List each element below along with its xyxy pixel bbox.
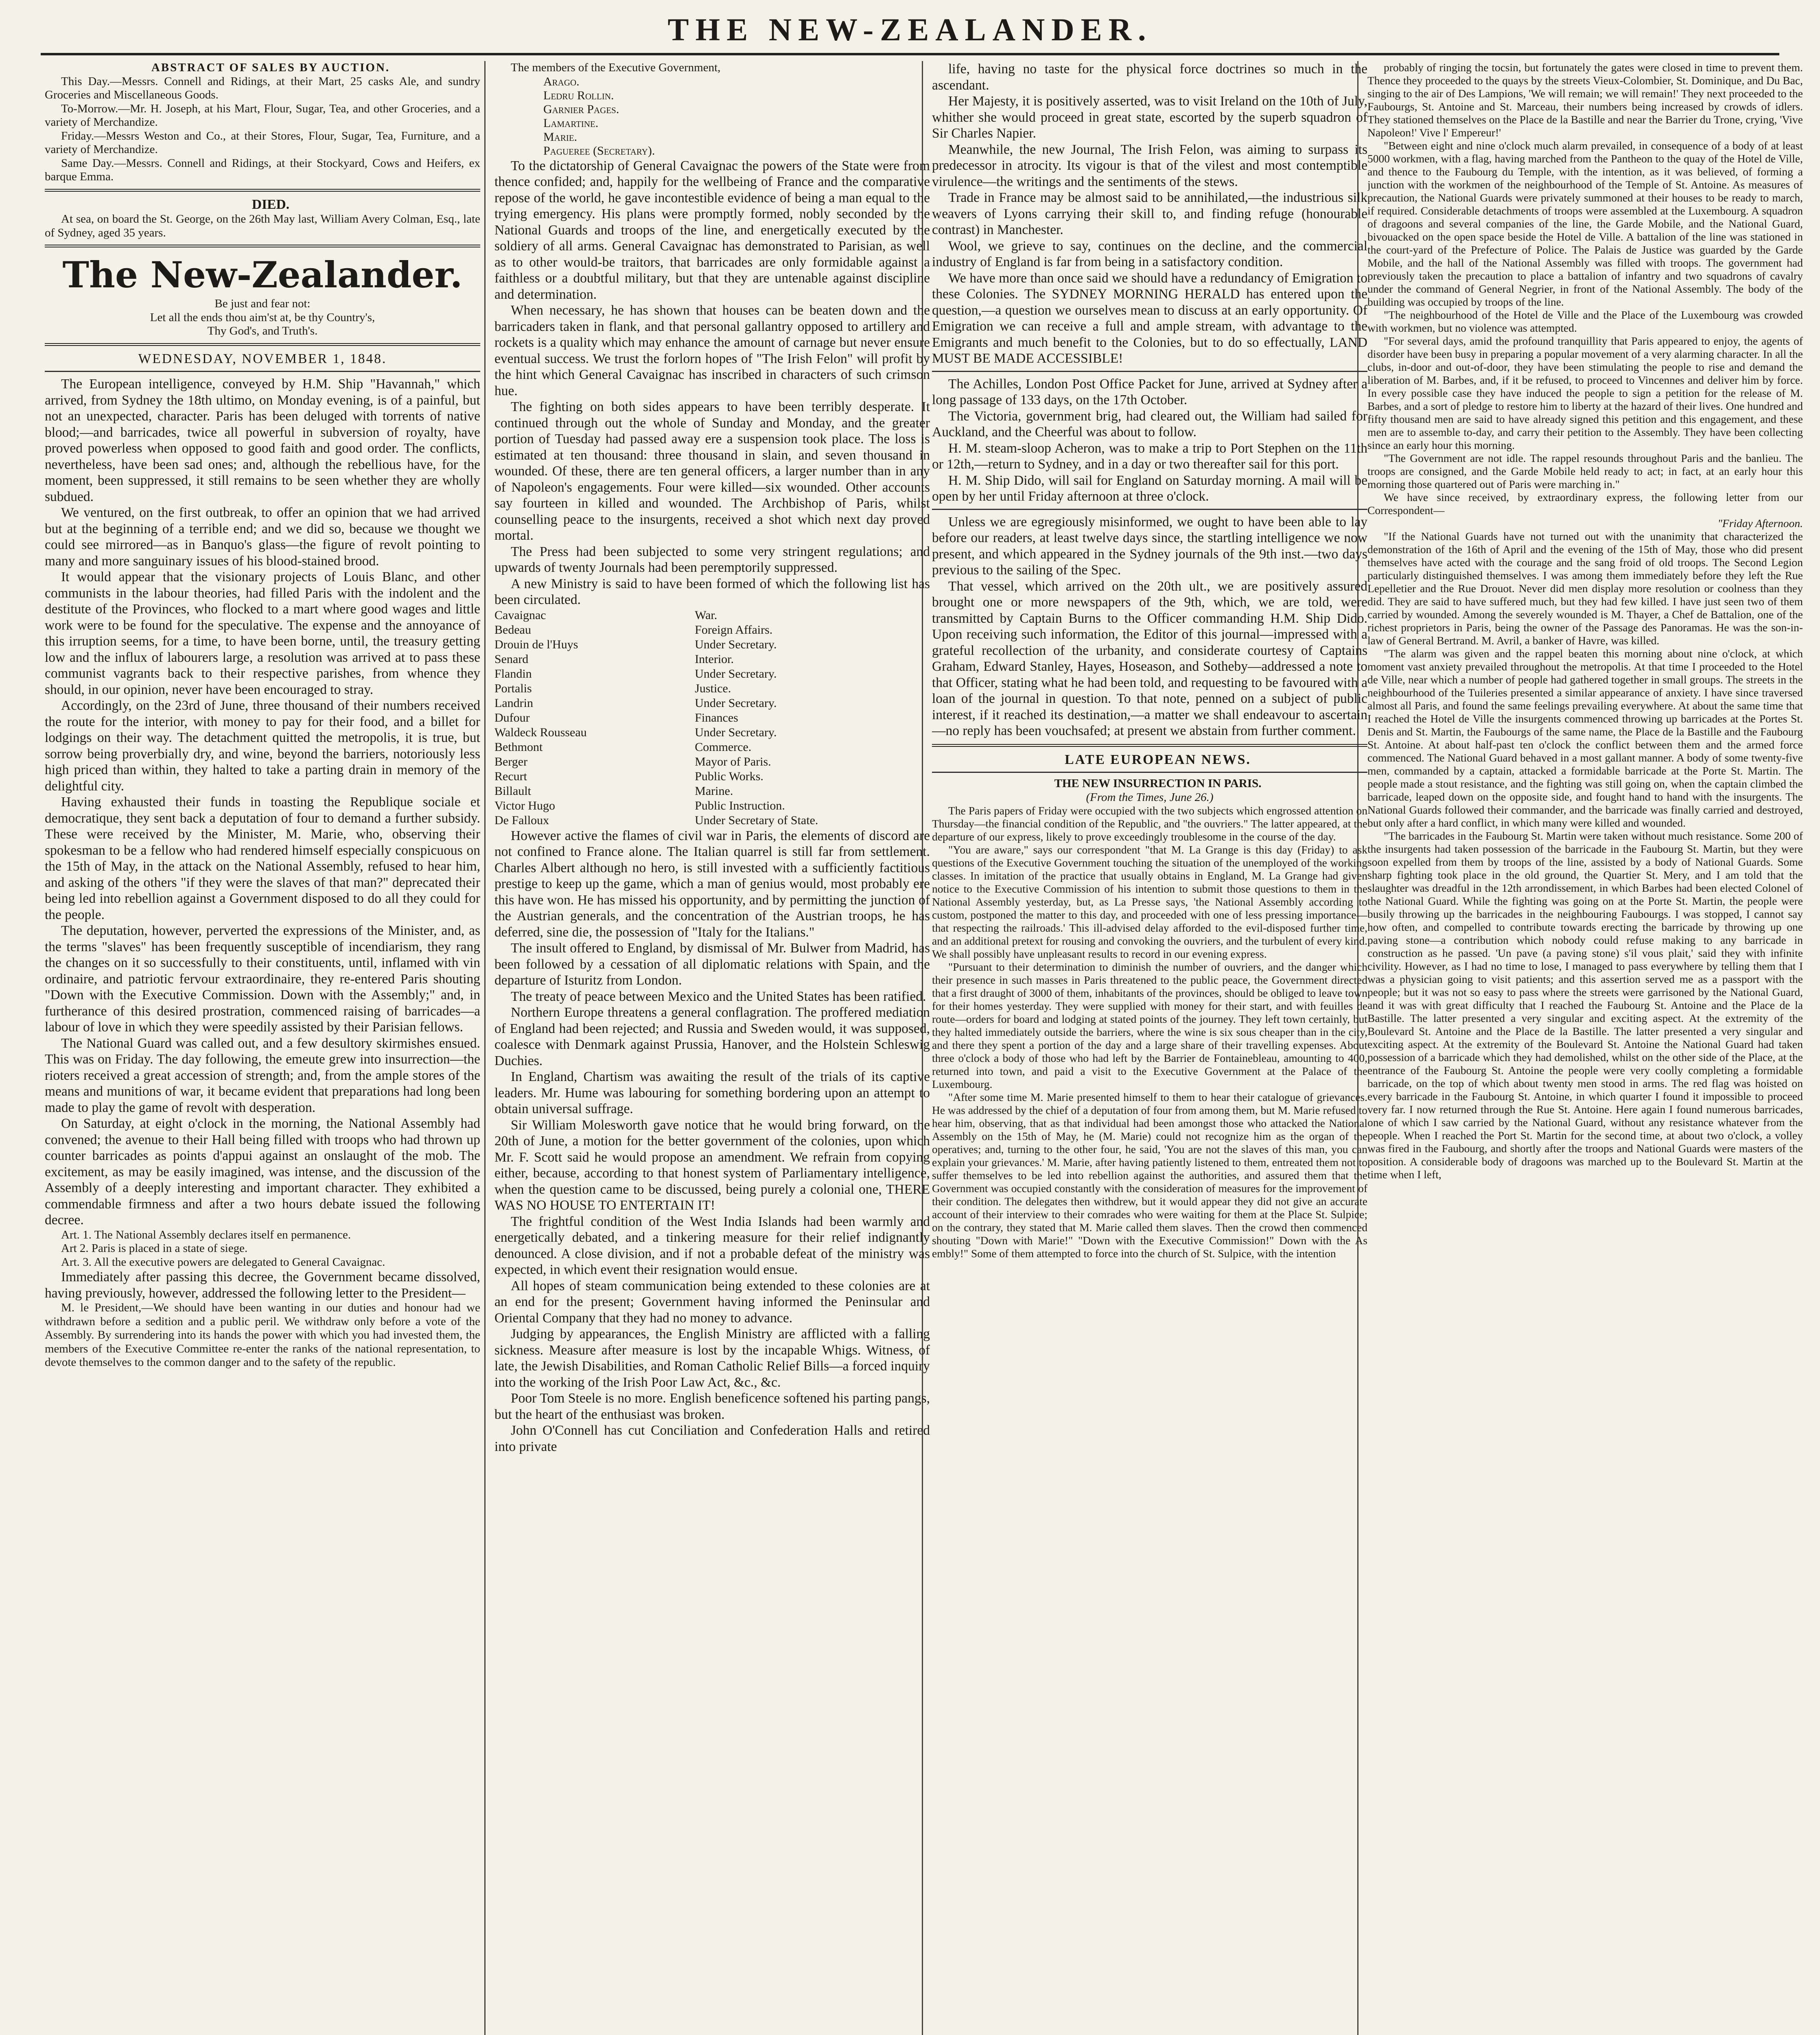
sales-list (45, 75, 480, 184)
minister-office: Under Secretary. (695, 667, 777, 681)
sale-item: This Day.—Messrs. Connell and Ridings, at their Mart, 25 casks Ale, and sundry Groceries and Miscellaneous Goods. (45, 74, 480, 101)
minister-office: Public Works. (695, 769, 763, 783)
column-1 (45, 61, 480, 2035)
news-paragraph: "The barricades in the Faubourg St. Martin were taken without much resistance. Some 200 of the insurgents had taken possession of the barricade in the Faubourg St. Martin, but they were soon expelled from them by troops of the line, assisted by a body of National Guards. Some sharp fighting took place in the old ground, the Quartier St. Mery, and I am told that the slaughter was dreadful in the 12th arrondissement, in which Barbes had been elected Colonel of the National Guard. While the fighting was going on at the Porte St. Martin, the people were busily throwing up the barricades in the neighbouring Faubourgs. I was stopped, I cannot say how often, and compelled to contribute towards erecting the barricade by throwing up one paving stone—a contribution which nobody could refuse making to any barricade in construction as he passed. 'Un pave (a paving stone) s'il vous plait,' said they with infinite civility. However, as I had no time to lose, I managed to pass everywhere by telling them that I was a physician going to visit patients; and this assertion served me as a passport with the people; but it was not so easy to pass where the streets were garrisoned by the National Guard, and it was with great difficulty that I reached the Faubourg St. Antoine and the Place de la Bastille. The latter presented a very singular and exciting aspect. At the extremity of the Boulevard St. Antoine and the Place de la Bastille. The latter presented a very singular and exciting aspect. At the extremity of the Boulevard St. Antoine the National Guard had taken possession of a barricade which they had demolished, whilst on the other side of the Place, at the entrance of the Faubourg St. Antoine the people were very coolly completing a formidable barricade, on the top of which about twenty men stood in arms. The red flag was hoisted on every barricade in the Faubourg St. Antoine, in which quarter I found it impossible to proceed very far. I now returned through the Rue St. Antoine. Here again I found numerous barricades, one of which I saw carried by the National Guard, without any resistance whatever from the people. When I reached the Port St. Martin for the second time, at about two o'clock, a volley was fired in the Faubourg, and shortly after the troops and National Guards were masters of the position. A considerable body of dragoons was marched up to the Boulevard St. Martin at the time when I left, (1367, 829, 1803, 1181)
ministry-row (494, 681, 930, 696)
article-paragraph: Trade in France may be almost said to be annihilated,—the industrious silk weavers of Lyons carrying their skill to, and finding refuge (honourable contrast) in Manchester. (932, 190, 1367, 237)
signer: Lamartine. (543, 116, 599, 130)
ministry-row (494, 725, 930, 740)
news-paragraph: "You are aware," says our correspondent "that M. La Grange is this day (Friday) to ask questions of the Executive Government touching the situation of the unemployed of the working classes. In imitation of the practice that usually obtains in England, M. La Grange had given notice to the Executive Commission of his intention to submit those questions to them in the National Assembly yesterday, but, as La Presse says, 'the National Assembly according to custom, postponed the matter to this day, and proceeded with one of less pressing importance—that respecting the railroads.' This ill-advised delay afforded to the evil-disposed further time, and an additional pretext for rousing and convoking the ouvriers, and the turbulent of every kind. We shall possibly have unpleasant results to record in our evening express. (932, 843, 1367, 960)
shipping-paragraph: H. M. steam-sloop Acheron, was to make a trip to Port Stephen on the 11th or 12th,—return to Sydney, and in a day or two thereafter sail for this port. (932, 440, 1367, 472)
article-paragraph: The European intelligence, conveyed by H.M. Ship "Havannah," which arrived, from Sydney the 18th ultimo, on Monday evening, is of a painful, but not an unexpected, character. Paris has been deluged with torrents of native blood;—and barricades, twice all powerful in subversion of royalty, have proved powerless when opposed to good faith and good order. The conflicts, nevertheless, have been sad ones; and, although the rebellious have, for the moment, been suppressed, it still remains to be seen whether they are wholly subdued. (45, 376, 480, 504)
news-paragraph: "The Government are not idle. The rappel resounds throughout Paris and the banlieu. The troops are consigned, and the Garde Mobile held ready to act; in fact, at an early hour this morning those quartered out of Paris were marching in." (1367, 452, 1803, 490)
article-paragraph: The treaty of peace between Mexico and the United States has been ratified. (511, 989, 926, 1004)
ministry-row (494, 667, 930, 681)
died-notice: At sea, on board the St. George, on the 26th May last, William Avery Colman, Esq., late of Sydney, aged 35 years. (45, 212, 480, 239)
article-paragraph: The Press had been subjected to some very stringent regulations; and upwards of twenty Journals had been peremptorily suppressed. (494, 544, 930, 575)
news-paragraph: "The alarm was given and the rappel beaten this morning about nine o'clock, at which moment vast anxiety prevailed throughout the metropolis. At that time I proceeded to the Hotel de Ville, near which a number of people had gathered together in small groups. The streets in the neighbourhood of the Tuileries presented a similar appearance of anxiety. I have since traversed almost all Paris, and found the same feelings prevailing everywhere. At about the same time that I reached the Hotel de Ville the insurgents commenced throwing up barricades at the Portes St. Denis and St. Martin, the Faubourgs of the same name, the Place de la Bastille and the Faubourg St. Antoine. At about half-past ten o'clock the conflict between them and the armed force commenced. The National Guard behaved in a most gallant manner. A body of some twenty-five men, commanded by a captain, attacked a formidable barricade at the Porte St. Martin. The people made a stout resistance, and the fighting was still going on, when the captain climbed the barricade, leaped down on the opposite side, and fought hand to hand with the insurgents. The National Guards followed their commander, and the barricade was finally carried and destroyed, but only after a hard conflict, in which many were killed and wounded. (1367, 647, 1803, 829)
column-4 (1367, 61, 1803, 2035)
died-heading: DIED. (252, 197, 290, 212)
minister-name: Drouin de l'Huys (494, 637, 578, 651)
masthead: THE NEW-ZEALANDER. (667, 12, 1153, 47)
sale-item: Same Day.—Messrs. Connell and Ridings, at their Stockyard, Cows and Heifers, ex barque Emma. (45, 156, 480, 183)
article-paragraph: The insult offered to England, by dismissal of Mr. Bulwer from Madrid, has been followed by a cessation of all diplomatic relations with Spain, and the departure of Isturitz from London. (494, 941, 930, 988)
ministry-row (494, 784, 930, 799)
nameplate: The New-Zealander. (62, 254, 463, 296)
article-paragraph: Judging by appearances, the English Ministry are afflicted with a falling sickness. Measure after measure is lost by the incapable Whigs. Witness, of late, the Jewish Disabilities, and Roman Catholic Relief Bills—a forced inquiry into the working of the Irish Poor Law Act, &c., &c. (494, 1326, 930, 1390)
signer: Marie. (543, 130, 578, 144)
rule (932, 371, 1367, 372)
letter-dateline: "Friday Afternoon. (1717, 517, 1803, 530)
masthead-rule (41, 53, 1779, 55)
ministry-row (494, 740, 930, 755)
motto-line: Thy God's, and Truth's. (207, 324, 318, 337)
news-paragraph: "If the National Guards have not turned out with the unanimity that characterized the demonstration of the 16th of April and the evening of the 15th of May, those who did present themselves have acted with the courage and the sang froid of old troops. The Second Legion particularly distinguished themselves. I was among them immediately before they left the Rue Lepelletier and the Rue Drouot. Never did men display more resolution or coolness than they did. They are said to have suffered much, but they had few killed. I have just seen two of them carried by wounded. Among the severely wounded is M. Thayer, a Chef de Battalion, one of the richest proprietors in Paris, being the owner of the Passage des Panoramas. He was the son-in-law of General Bertrand. M. Avril, a banker of Havre, was killed. (1367, 530, 1803, 647)
signers-intro: The members of the Executive Government, (511, 61, 721, 74)
decree-article: Art 2. Paris is placed in a state of siege. (61, 1242, 248, 1255)
article-paragraph: Poor Tom Steele is no more. English beneficence softened his parting pangs, but the heart of the enthusiast was broken. (494, 1391, 930, 1422)
minister-office: Mayor of Paris. (695, 755, 771, 768)
news-paragraph: "After some time M. Marie presented himself to them to hear their catalogue of grievances. He was addressed by the chief of a deputation of four from among them, but M. Marie refused to hear him, observing, that as that individual had been amongst those who attacked the National Assembly on the 15th of May, he (M. Marie) could not recognize him as the organ of the operatives; and, turning to the other four, he said, 'You are not the slaves of this man, you can explain your grievances.' M. Marie, after having patiently listened to them, entreated them not to suffer themselves to be led into rebellion against the authorities, and assured them that the Government was occupied constantly with the consideration of measures for the improvement of their condition. The delegates then withdrew, but it would appear they did not give an accurate account of their interview to their comrades who were waiting for them at the Place St. Sulpice; on the contrary, they stated that M. Marie called them slaves. Then the crowd then commenced shouting "Down with Marie!" "Down with the Executive Commission!" Down with the As embly!" Some of them attempted to force into the church of St. Sulpice, with the intention (932, 1091, 1367, 1260)
article-paragraph: John O'Connell has cut Conciliation and Confederation Halls and retired into private (494, 1423, 930, 1454)
ministry-row (494, 623, 930, 637)
decree-article: Art. 3. All the executive powers are delegated to General Cavaignac. (61, 1255, 385, 1269)
rule (45, 371, 480, 372)
article-paragraph: Sir William Molesworth gave notice that he would bring forward, on the 20th of June, a motion for the better government of the colonies, upon which Mr. F. Scott said he would propose an amendment. We refrain from copying either, because, according to that honest system of Parliamentary intelligence, when the question came to be discussed, being purely a colonial one, THERE WAS NO HOUSE TO ENTERTAIN IT! (494, 1117, 930, 1213)
article-paragraph: The National Guard was called out, and a few desultory skirmishes ensued. This was on Friday. The day following, the emeute grew into insurrection—the rioters received a great accession of strength; and, from the ample stores of the means and munitions of war, it became evident that preparations had long been made to play the game of revolt with desperation. (45, 1035, 480, 1115)
article-paragraph: Meanwhile, the new Journal, The Irish Felon, was aiming to surpass its predecessor in atrocity. Its vigour is that of the vilest and most contemptible virulence—the writings and the sentiments of the stews. (932, 142, 1367, 189)
rule (932, 509, 1367, 510)
minister-name: Bedeau (494, 623, 531, 637)
article-paragraph: In England, Chartism was awaiting the result of the trials of its captive leaders. Mr. Hume was labouring for something bordering upon an attempt to obtain universal suffrage. (494, 1069, 930, 1116)
article-paragraph: Wool, we grieve to say, continues on the decline, and the commercial industry of England is far from being in a satisfactory condition. (932, 238, 1367, 269)
column-2 (494, 61, 930, 2035)
minister-office: War. (695, 608, 718, 622)
signer: Ledru Rollin. (543, 88, 614, 102)
news-paragraph: "Pursuant to their determination to diminish the number of ouvriers, and the danger which their presence in such masses in Paris threatened to the public peace, the Government directed that a first draught of 3000 of them, inhabitants of the provinces, should be obliged to leave town for their homes yesterday. They were supplied with money for their start, and with feuilles de route—orders for board and lodging at stated points of the journey. They left town certainly, but they halted immediately outside the barriers, where the wine is six sous cheaper than in the city, and there they spent a portion of the day and a large share of their travelling expenses. About three o'clock a body of those who had left by the Barrier de Fontainebleau, amounting to 400, returned into town, and paid a visit to the Executive Government at the Palace of the Luxembourg. (932, 961, 1367, 1090)
minister-office: Foreign Affairs. (695, 623, 773, 637)
article-paragraph: Accordingly, on the 23rd of June, three thousand of their numbers received the route for the interior, with money to pay for their food, and a billet for lodgings on their way. The detachment quitted the metropolis, it is true, but sorrow being proverbially dry, and wine, beyond the barriers, notoriously less high priced than within, they halted to take a parting drain in memory of the delightful city. (45, 698, 480, 794)
ministry-row (494, 813, 930, 828)
letter-text: M. le President,—We should have been wanting in our duties and honour had we withdrawn before a sedition and a public peril. We withdraw only before a vote of the Assembly. By surrendering into its hands the power with which you had invested them, the members of the Executive Committee re-enter the ranks of the national representation, to devote themselves to the common danger and to the safety of the republic. (45, 1301, 480, 1369)
sale-item: Friday.—Messrs Weston and Co., at their Stores, Flour, Sugar, Tea, Furniture, and a variety of Merchandize. (45, 129, 480, 156)
minister-name: Cavaignac (494, 608, 546, 622)
ministry-table (494, 608, 930, 828)
ministry-row (494, 711, 930, 725)
minister-office: Justice. (695, 681, 731, 695)
article-paragraph: When necessary, he has shown that houses can be beaten down and the barricaders taken in flank, and that personal gallantry opposed to artillery and rockets is a quality which may enhance the amount of carnage but never ensure eventual success. We trust the forlorn hopes of "The Irish Felon" will profit by the hint which General Cavaignac has inscribed in characters of such crimson hue. (494, 303, 930, 398)
decree-article: Art. 1. The National Assembly declares itself en permanence. (61, 1228, 351, 1241)
sale-item: To-Morrow.—Mr. H. Joseph, at his Mart, Flour, Sugar, Tea, and other Groceries, and a variety of Merchandize. (45, 102, 480, 129)
minister-name: Landrin (494, 696, 533, 710)
news-paragraph: The Paris papers of Friday were occupied with the two subjects which engrossed attention on Thursday—the financial condition of the Republic, and "the ouvriers." The latter appeared, at the departure of our express, likely to prove exceedingly troublesome in the course of the day. (932, 804, 1367, 843)
rule (45, 189, 480, 192)
article-paragraph: We ventured, on the first outbreak, to offer an opinion that we had arrived but at the beginning of a terrible end; and we did so, because we thought we could see mirrored—as in Banquo's glass—the figure of revolt pointing to many and more sanguinary issues of his blood-stained brood. (45, 505, 480, 569)
minister-name: Victor Hugo (494, 799, 556, 812)
motto-line: Let all the ends thou aim'st at, be thy Country's, (150, 311, 375, 324)
shipping-paragraph: The Achilles, London Post Office Packet for June, arrived at Sydney after a long passage of 133 days, on the 17th October. (932, 376, 1367, 407)
article-paragraph: Her Majesty, it is positively asserted, was to visit Ireland on the 10th of July, whither she would proceed in great state, escorted by the superb squadron of Sir Charles Napier. (932, 94, 1367, 141)
ministry-row (494, 755, 930, 769)
ministry-row (494, 769, 930, 784)
rule (932, 772, 1367, 773)
minister-name: Portalis (494, 681, 532, 695)
article-paragraph: Immediately after passing this decree, the Government became dissolved, having previously, however, addressed the following letter to the President— (45, 1269, 480, 1301)
news-paragraph: "Between eight and nine o'clock much alarm prevailed, in consequence of a body of at least 5000 workmen, with a flag, having marched from the Pantheon to the quay of the Hotel de Ville, and thence to the Faubourg du Temple, with the intention, as it was believed, of forming a junction with the workmen of the neighbourhood of the Temple of St. Antoine. As measures of precaution, the National Guards were privately summoned at their houses to be ready to march, if required. Considerable detachments of troops were assembled at the Luxembourg. A squadron of dragoons and several companies of the line, the Garde Mobile, and the National Guard, bivouacked on the open space beside the Hotel de Ville. A battalion of the line was stationed in the court-yard of the Prefecture of Police. The Palais de Justice was guarded by the Garde Mobile, and the hall of the National Assembly was filled with troops. The government had previously taken the precaution to place a battalion of infantry and two squadrons of cavalry under the command of General Negrier, in front of the National Assembly. The body of the building was occupied by troops of the line. (1367, 139, 1803, 308)
ministry-row (494, 608, 930, 623)
minister-name: De Falloux (494, 813, 549, 827)
article-paragraph: A new Ministry is said to have been formed of which the following list has been circulated. (494, 576, 930, 607)
minister-office: Under Secretary of State. (695, 813, 818, 827)
ministry-row (494, 652, 930, 667)
article-paragraph: That vessel, which arrived on the 20th ult., we are positively assured brought one or more newspapers of the 9th, which, we are told, were transmitted by Captain Burns to the Officer commanding H.M. Ship Dido. Upon receiving such information, the Editor of this journal—impressed with a grateful recollection of the urbanity, and considerate courtesy of Captains Graham, Edward Stanley, Hayes, Hoseason, and Sotheby—addressed a note to that Officer, stating what he had been told, and requesting to be favoured with a loan of the journal in question. To that note, penned on a subject of public interest, if it reached its destination,—a matter we shall endeavour to ascertain—no reply has been vouchsafed; at present we abstain from further comment. (932, 578, 1367, 738)
minister-name: Flandin (494, 667, 532, 681)
article-paragraph: To the dictatorship of General Cavaignac the powers of the State were from thence confided; and, happily for the wellbeing of France and the comparative repose of the world, he gave incontestible evidence of being a man equal to the trying emergency. His plans were promptly formed, nobly seconded by the National Guards and troops of the line, and energetically executed by the soldiery of all arms. General Cavaignac has demonstrated to Parisian, as well as to other would-be traitors, that barricades are only formidable against a faithless or a doubtful military, but that they are untenable against discipline and determination. (494, 158, 930, 302)
minister-office: Interior. (695, 652, 734, 666)
rule (45, 245, 480, 247)
signer: Arago. (543, 74, 580, 88)
minister-office: Under Secretary. (695, 725, 777, 739)
article-paragraph: We have more than once said we should have a redundancy of Emigration to these Colonies. The SYDNEY MORNING HERALD has entered upon the question,—a question we ourselves mean to discuss at an early opportunity. Of Emigration we can receive a full and ample stream, with advantage to the Emigrants and much benefit to the Colonies, but to do so effectually, LAND MUST BE MADE ACCESSIBLE! (932, 270, 1367, 366)
article-paragraph: On Saturday, at eight o'clock in the morning, the National Assembly had convened; the avenue to their Hall being filled with troops who had thrown up counter barricades as points d'appui against an onslaught of the mob. The excitement, as may be easily imagined, was intense, and the discussion of the Assembly of a deeply interesting and important character. They exhibited a commendable firmness and after a two hours debate issued the following decree. (45, 1116, 480, 1228)
news-source: (From the Times, June 26.) (1086, 790, 1214, 804)
minister-office: Marine. (695, 784, 733, 798)
minister-office: Public Instruction. (695, 799, 785, 812)
minister-name: Berger (494, 755, 528, 768)
article-paragraph: The frightful condition of the West India Islands had been warmly and energetically debated, and a tinkering measure for their relief indignantly denounced. A close division, and if not a probable defeat of the ministry was expected, in which event their resignation would ensue. (494, 1214, 930, 1277)
minister-name: Senard (494, 652, 529, 666)
shipping-paragraph: H. M. Ship Dido, will sail for England on Saturday morning. A mail will be open by her until Friday afternoon at three o'clock. (932, 473, 1367, 504)
signer: Pagueree (Secretary). (543, 144, 655, 158)
dateline: WEDNESDAY, NOVEMBER 1, 1848. (138, 351, 387, 366)
article-paragraph: Having exhausted their funds in toasting the Republique sociale et democratique, they sent back a deputation of four to demand a further subsidy. These were received by the Minister, M. Marie, who, observing their spokesman to be a fellow who had rendered himself especially conspicuous on the 15th of May, in the attack on the National Assembly, refused to hear him, and asking of the others "if they were the slaves of that man?" deprecated their being led into rebellion against a Government disposed to do all they could for the people. (45, 794, 480, 922)
minister-name: Bethmont (494, 740, 543, 754)
news-paragraph: "For several days, amid the profound tranquillity that Paris appeared to enjoy, the agents of disorder have been busy in preparing a popular movement of a very alarming character. In all the clubs, in-door and out-of-door, they have been stimulating the people to rise and demand the liberation of M. Barbes, and, if it be refused, to proceed to Vincennes and deliver him by force. In every possible case they have induced the people to sign a petition for the release of M. Barbes, and a sort of pledge to restore him to liberty at the hazard of their lives. One hundred and fifty thousand men are said to have already signed this petition and this engagement, and these men are to assemble to-day, and carry their petition to the Assembly. They have been collecting since an early hour this morning. (1367, 335, 1803, 451)
column-3 (932, 61, 1367, 2035)
minister-name: Waldeck Rousseau (494, 725, 587, 739)
sales-heading: ABSTRACT OF SALES BY AUCTION. (151, 61, 390, 74)
news-paragraph: probably of ringing the tocsin, but fortunately the gates were closed in time to prevent them. Thence they proceeded to the quays by the streets Vieux-Colombier, St. Dominique, and Du Bac, singing to the air of Des Lampions, 'We will remain; we will remain!' They next proceeded to the Faubourgs, St. Antoine and St. Marceau, their numbers being increased by crowds of idlers. They stationed themselves on the Place de la Bastille and near the Barrier du Trone, crying, 'Vive Napoleon!' Vive l' Empereur!' (1367, 61, 1803, 139)
minister-name: Recurt (494, 769, 527, 783)
minister-office: Under Secretary. (695, 696, 777, 710)
rule (932, 744, 1367, 747)
news-subheading: THE NEW INSURRECTION IN PARIS. (1054, 777, 1262, 790)
motto-line: Be just and fear not: (214, 297, 311, 310)
ministry-row (494, 696, 930, 711)
article-paragraph: However active the flames of civil war in Paris, the elements of discord are not confined to France alone. The Italian quarrel is still far from settlement. Charles Albert although no hero, is still invested with a sufficiently factitious prestige to keep up the game, which a man of genius would, most probably ere this have won. He has missed his opportunity, and by permitting the junction of the Austrian generals, and the concentration of the Austrian troops, he has deferred, sine die, the possession of "Italy for the Italians." (494, 828, 930, 940)
signers-list (494, 75, 930, 158)
article-paragraph: It would appear that the visionary projects of Louis Blanc, and other communists in the labour theories, had filled Paris with the indolent and the destitute of the Provinces, who flocked to a mart where good wages and little work were to be found for the speculative. The expense and the annoyance of this irruption seems, for a time, to have been borne, until, the treasury getting low and the influx of labourers large, a resolution was arrived at to pass these communist vagrants back to their respective parishes, from whence they should, in our opinion, never have been encouraged to stray. (45, 569, 480, 697)
article-paragraph: Unless we are egregiously misinformed, we ought to have been able to lay before our readers, at least twelve days since, the startling intelligence we now present, and which appeared in the Sydney journals of the 9th inst.—two days previous to the sailing of the Spec. (932, 514, 1367, 578)
rule (45, 343, 480, 346)
minister-office: Commerce. (695, 740, 752, 754)
signer: Garnier Pages. (543, 102, 619, 116)
article-paragraph: The deputation, however, perverted the expressions of the Minister, and, as the terms "slaves" has been frequently susceptible of incendiarism, they rang the changes on it so successfully to their constituents, until, inflamed with vin ordinaire, and patriotic fervour extraordinaire, they re-entered Paris shouting "Down with the Executive Commission. Down with the Assembly;" and, in furtherance of this desired prostration, commenced raising of barricades—a labour of love in which they were speedily assisted by their Parisian fellows. (45, 923, 480, 1035)
news-heading: LATE EUROPEAN NEWS. (1065, 752, 1251, 767)
minister-name: Billault (494, 784, 531, 798)
article-paragraph: Northern Europe threatens a general conflagration. The proffered mediation of England had been rejected; and Russia and Sweden would, it was supposed, coalesce with Denmark against Prussia, Hanover, and the Holstein Schleswig Duchies. (494, 1005, 930, 1068)
article-paragraph: life, having no taste for the physical force doctrines so much in the ascendant. (932, 61, 1367, 93)
shipping-paragraph: The Victoria, government brig, had cleared out, the William had sailed for Auckland, and the Cheerful was about to follow. (932, 408, 1367, 440)
ministry-row (494, 637, 930, 652)
minister-office: Finances (695, 711, 738, 724)
news-paragraph: "The neighbourhood of the Hotel de Ville and the Place of the Luxembourg was crowded with workmen, but no violence was attempted. (1367, 309, 1803, 334)
ministry-row (494, 799, 930, 813)
column-divider (484, 61, 486, 2035)
minister-name: Dufour (494, 711, 530, 724)
minister-office: Under Secretary. (695, 637, 777, 651)
article-paragraph: All hopes of steam communication being extended to these colonies are at an end for the present; Government having informed the Peninsular and Oriental Company that they had no money to advance. (494, 1278, 930, 1326)
news-paragraph: We have since received, by extraordinary express, the following letter from our Correspondent— (1367, 491, 1803, 516)
article-paragraph: The fighting on both sides appears to have been terribly desperate. It continued through out the whole of Sunday and Monday, and the greater portion of Tuesday had passed away ere a suspension took place. The loss is estimated at ten thousand: three thousand in slain, and seven thousand in wounded. Of these, there are ten general officers, a larger number than in any of Napoleon's engagements. Four were killed—six wounded. Other accounts say fourteen in killed and wounded. The Archbishop of Paris, whilst counselling peace to the insurgents, received a shot which next day proved mortal. (494, 399, 930, 543)
